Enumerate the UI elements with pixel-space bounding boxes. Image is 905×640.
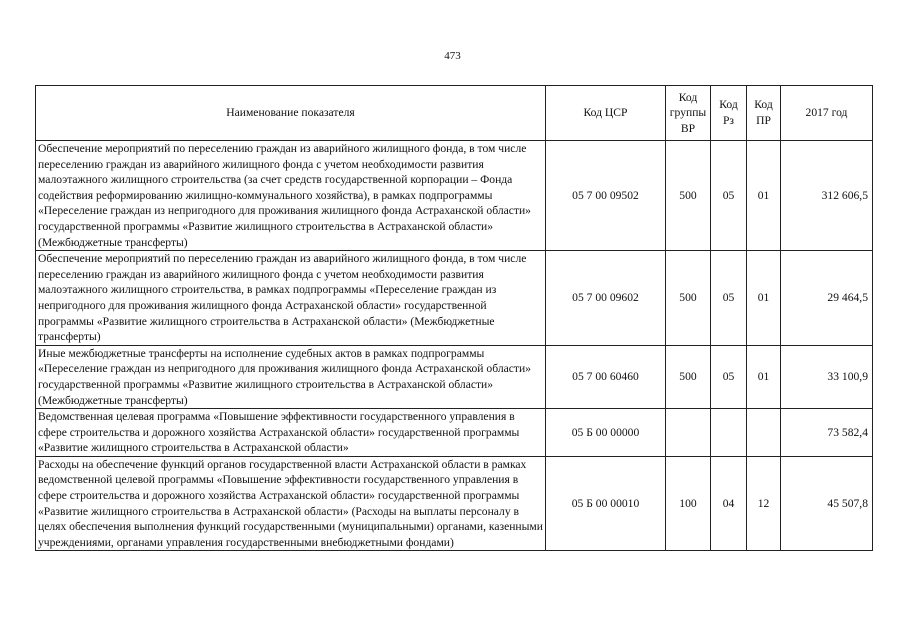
header-vr: Код группы ВР	[666, 86, 711, 141]
row-vr	[666, 409, 711, 457]
row-rz	[711, 409, 747, 457]
row-name: Иные межбюджетные трансферты на исполнение судебных актов в рамках подпрограммы «Переселение граждан из непригодного для проживания жилищного фонда Астраханской области» государственной программы «Развитие жилищного строительства в Астраханской области» (Межбюджетные трансферты)	[36, 345, 546, 408]
row-rz: 05	[711, 345, 747, 408]
row-amount: 312 606,5	[781, 141, 873, 251]
row-csr: 05 Б 00 00000	[546, 409, 666, 457]
row-name: Ведомственная целевая программа «Повышение эффективности государственного управления в сфере строительства и дорожного хозяйства Астраханской области» государственной программы «Развитие жилищного строительства в Астраханской области»	[36, 409, 546, 457]
row-csr: 05 7 00 09502	[546, 141, 666, 251]
row-amount: 73 582,4	[781, 409, 873, 457]
row-amount: 29 464,5	[781, 251, 873, 346]
table-row	[36, 251, 873, 346]
page-number: 473	[444, 50, 461, 62]
row-name: Обеспечение мероприятий по переселению граждан из аварийного жилищного фонда, в том числе переселению граждан из аварийного жилищного фонда с учетом необходимости развития малоэтажного жилищного строительства (за счет средств государственной корпорации – Фонда содействия реформированию жилищно-коммунального хозяйства), в рамках подпрограммы «Переселение граждан из непригодного для проживания жилищного фонда Астраханской области» государственной программы «Развитие жилищного строительства в Астраханской области» (Межбюджетные трансферты)	[36, 141, 546, 251]
table-row	[36, 409, 873, 457]
row-csr: 05 Б 00 00010	[546, 456, 666, 551]
row-vr: 500	[666, 345, 711, 408]
row-vr: 500	[666, 251, 711, 346]
table-row	[36, 345, 873, 408]
table-header-row	[36, 86, 873, 141]
table-row	[36, 141, 873, 251]
row-rz: 05	[711, 251, 747, 346]
row-rz: 05	[711, 141, 747, 251]
row-pr: 12	[747, 456, 781, 551]
row-name: Обеспечение мероприятий по переселению граждан из аварийного жилищного фонда, в том числе переселению граждан из аварийного жилищного фонда с учетом необходимости развития малоэтажного жилищного строительства, в рамках подпрограммы «Переселение граждан из непригодного для проживания жилищного фонда Астраханской области» государственной программы «Развитие жилищного строительства в Астраханской области» (Межбюджетные трансферты)	[36, 251, 546, 346]
row-vr: 500	[666, 141, 711, 251]
header-csr: Код ЦСР	[546, 86, 666, 141]
row-amount: 45 507,8	[781, 456, 873, 551]
table-row	[36, 456, 873, 551]
row-csr: 05 7 00 09602	[546, 251, 666, 346]
row-pr	[747, 409, 781, 457]
header-name: Наименование показателя	[36, 86, 546, 141]
row-rz: 04	[711, 456, 747, 551]
row-pr: 01	[747, 141, 781, 251]
row-amount: 33 100,9	[781, 345, 873, 408]
header-year: 2017 год	[781, 86, 873, 141]
row-pr: 01	[747, 251, 781, 346]
row-name: Расходы на обеспечение функций органов государственной власти Астраханской области в рамках ведомственной целевой программы «Повышение эффективности государственного управления в сфере строительства и дорожного хозяйства Астраханской области» государственной программы «Развитие жилищного строительства в Астраханской области» (Расходы на выплаты персоналу в целях обеспечения выполнения функций государственными (муниципальными) органами, казенными учреждениями, органами управления государственными внебюджетными фондами)	[36, 456, 546, 551]
header-rz: Код Рз	[711, 86, 747, 141]
header-pr: Код ПР	[747, 86, 781, 141]
row-pr: 01	[747, 345, 781, 408]
row-csr: 05 7 00 60460	[546, 345, 666, 408]
budget-table	[35, 85, 873, 551]
row-vr: 100	[666, 456, 711, 551]
